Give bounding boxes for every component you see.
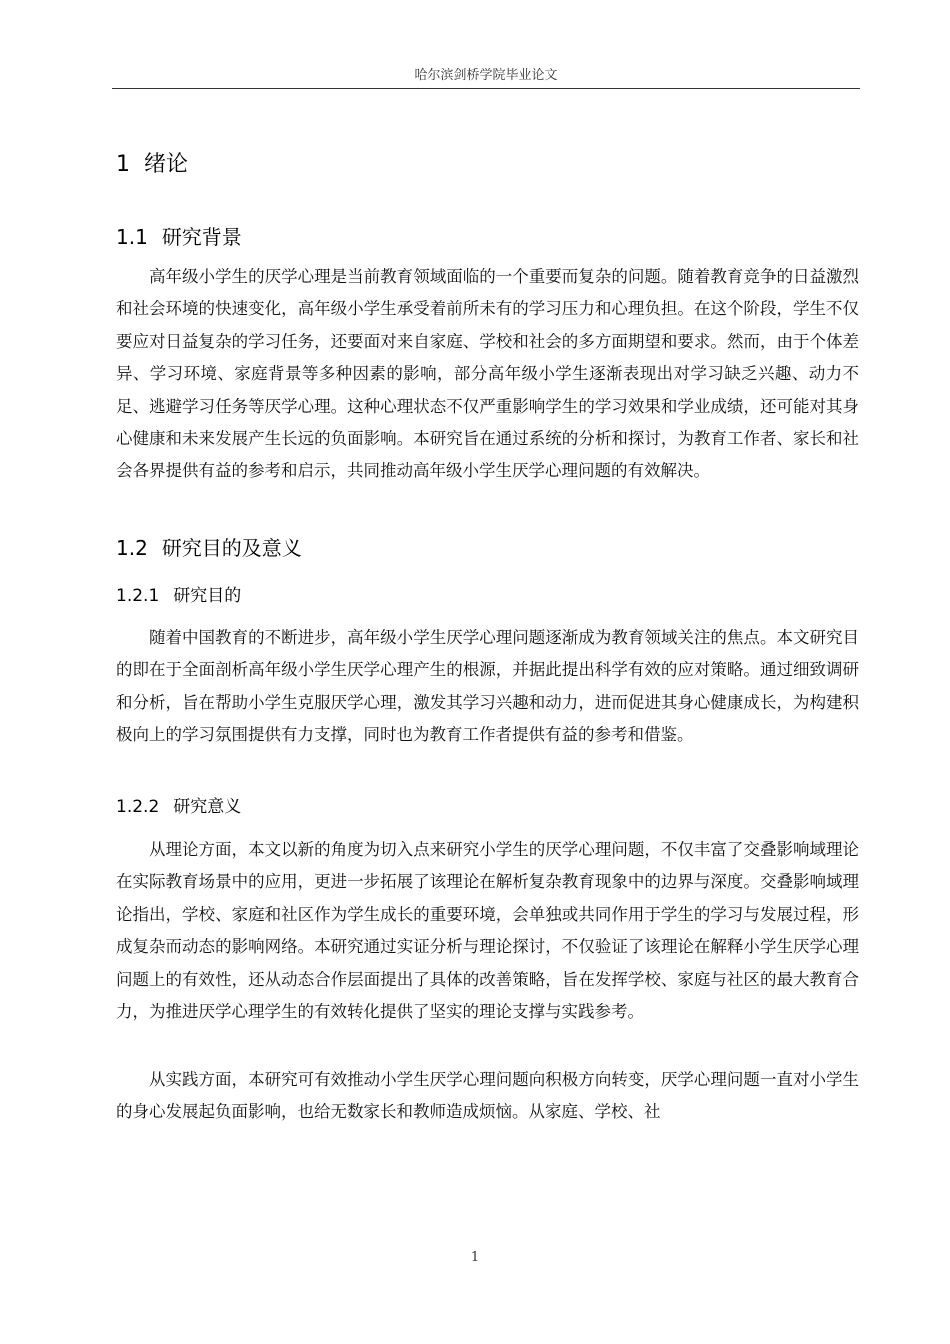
significance-theory-paragraph: 从理论方面，本文以新的角度为切入点来研究小学生的厌学心理问题，不仅丰富了交叠影响域理论在实际教育场景中的应用，更进一步拓展了该理论在解析复杂教育现象中的边界与深度。交叠影响域理论指出，学校、家庭和社区作为学生成长的重要环境，会单独或共同作用于学生的学习与发展过程，形成复杂而动态的影响网络。本研究通过实证分析与理论探讨，不仅验证了该理论在解释小学生厌学心理问题上的有效性，还从动态合作层面提出了具体的改善策略，旨在发挥学校、家庭与社区的最大教育合力，为推进厌学心理学生的有效转化提供了坚实的理论支撑与实践参考。 (116, 840, 859, 1022)
subsection-heading-1-2-1 (116, 584, 241, 608)
subsection-title: 研究目的 (173, 586, 242, 606)
running-header: 哈尔滨剑桥学院毕业论文 (414, 68, 558, 83)
chapter-number: 1 (116, 152, 130, 177)
background-paragraph: 高年级小学生的厌学心理是当前教育领域面临的一个重要而复杂的问题。随着教育竞争的日益激烈和社会环境的快速变化，高年级小学生承受着前所未有的学习压力和心理负担。在这个阶段，学生不仅要应对日益复杂的学习任务，还要面对来自家庭、学校和社会的多方面期望和要求。然而，由于个体差异、学习环境、家庭背景等多种因素的影响，部分高年级小学生逐渐表现出对学习缺乏兴趣、动力不足、逃避学习任务等厌学心理。这种心理状态不仅严重影响学生的学习效果和学业成绩，还可能对其身心健康和未来发展产生长远的负面影响。本研究旨在通过系统的分析和探讨，为教育工作者、家长和社会各界提供有益的参考和启示，共同推动高年级小学生厌学心理问题的有效解决。 (116, 267, 859, 481)
section-heading-1-1 (116, 223, 242, 251)
chapter-title: 绪论 (144, 152, 189, 177)
chapter-heading (116, 150, 188, 180)
page-number: 1 (470, 1250, 480, 1265)
section-number: 1.2 (116, 536, 148, 560)
purpose-paragraph: 随着中国教育的不断进步，高年级小学生厌学心理问题逐渐成为教育领域关注的焦点。本文研究目的即在于全面剖析高年级小学生厌学心理产生的根源，并据此提出科学有效的应对策略。通过细致调研和分析，旨在帮助小学生克服厌学心理，激发其学习兴趣和动力，进而促进其身心健康成长，为构建积极向上的学习氛围提供有力支撑，同时也为教育工作者提供有益的参考和借鉴。 (116, 628, 859, 745)
section-number: 1.1 (116, 225, 148, 249)
header-rule (112, 88, 860, 89)
section-title: 研究背景 (161, 225, 242, 249)
subsection-title: 研究意义 (173, 797, 242, 817)
subsection-heading-1-2-2 (116, 795, 241, 819)
significance-practice-paragraph: 从实践方面，本研究可有效推动小学生厌学心理问题向积极方向转变，厌学心理问题一直对小学生的身心发展起负面影响，也给无数家长和教师造成烦恼。从家庭、学校、社 (116, 1070, 859, 1122)
subsection-number: 1.2.1 (116, 586, 160, 606)
section-heading-1-2 (116, 534, 302, 562)
section-title: 研究目的及意义 (161, 536, 302, 560)
subsection-number: 1.2.2 (116, 797, 160, 817)
